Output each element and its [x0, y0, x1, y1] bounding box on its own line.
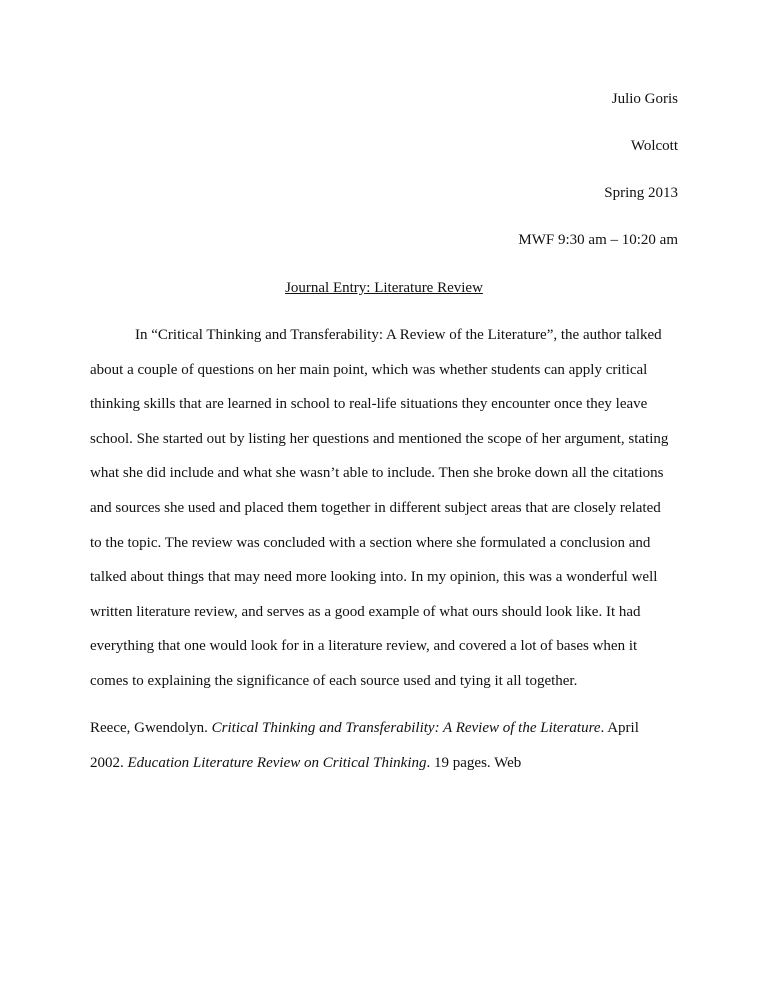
- citation-author: Reece, Gwendolyn.: [90, 720, 212, 736]
- student-name: Julio Goris: [611, 91, 678, 107]
- body-line: talked about things that may need more looking into. In my opinion, this was a wonderful well: [90, 569, 658, 585]
- citation-line-2: [90, 754, 521, 772]
- class-schedule: MWF 9:30 am – 10:20 am: [518, 232, 678, 248]
- body-line: to the topic. The review was concluded with a section where she formulated a conclusion and: [90, 535, 651, 551]
- term: Spring 2013: [604, 185, 678, 201]
- document-title: [0, 279, 768, 297]
- document-title-text: Journal Entry: Literature Review: [285, 280, 483, 296]
- citation-publication: Education Literature Review on Critical Thinking: [127, 755, 427, 771]
- citation-date: . April: [600, 720, 639, 736]
- body-line: In “Critical Thinking and Transferability: A Review of the Literature”, the author talked: [135, 327, 662, 343]
- body-line: everything that one would look for in a literature review, and covered a lot of bases when it: [90, 638, 638, 654]
- citation-line-1: [90, 719, 639, 737]
- citation-year: 2002.: [90, 755, 128, 771]
- body-line: and sources she used and placed them together in different subject areas that are closely related: [90, 500, 661, 516]
- body-line: written literature review, and serves as a good example of what ours should look like. It had: [90, 604, 641, 620]
- body-line: thinking skills that are learned in school to real-life situations they encounter once they leave: [90, 396, 648, 412]
- body-line: about a couple of questions on her main point, which was whether students can apply critical: [90, 362, 648, 378]
- citation-details: . 19 pages. Web: [426, 755, 522, 771]
- body-line: comes to explaining the significance of each source used and tying it all together.: [90, 673, 578, 689]
- body-line: what she did include and what she wasn’t able to include. Then she broke down all the citations: [90, 465, 664, 481]
- citation-work-title: Critical Thinking and Transferability: A Review of the Literature: [211, 720, 601, 736]
- instructor-name: Wolcott: [630, 138, 678, 154]
- body-line: school. She started out by listing her questions and mentioned the scope of her argument, stating: [90, 431, 669, 447]
